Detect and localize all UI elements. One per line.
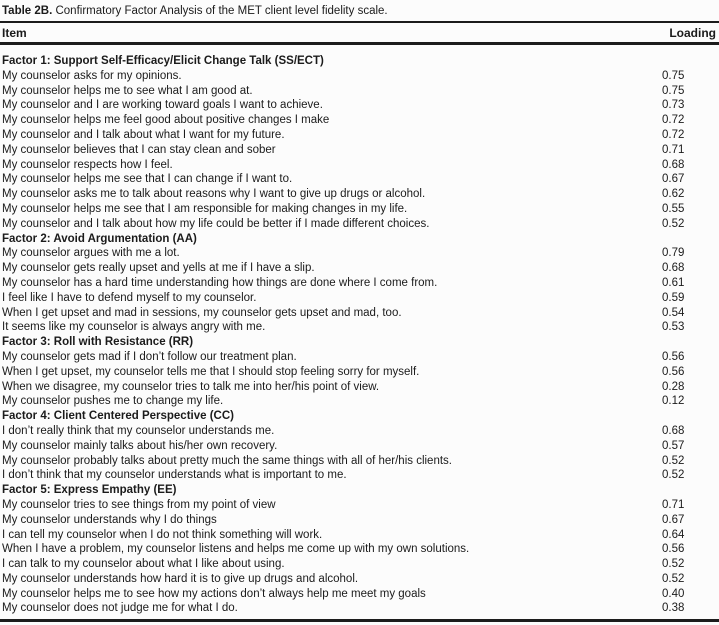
- loading-value: 0.79: [662, 247, 685, 260]
- table-header-row: [0, 23, 719, 42]
- table-caption: [0, 3, 719, 19]
- table-caption-text: Confirmatory Factor Analysis of the MET client level fidelity scale.: [52, 5, 388, 17]
- item-text: My counselor mainly talks about his/her own recovery.: [2, 439, 278, 452]
- table-row: [0, 380, 719, 395]
- column-header-loading: Loading: [669, 25, 716, 40]
- loading-value: 0.71: [662, 143, 685, 156]
- item-text: My counselor helps me to see how my actions don’t always help me meet my goals: [2, 587, 426, 600]
- loading-value: 0.12: [662, 395, 685, 408]
- table-row: [0, 513, 719, 528]
- loading-value: 0.59: [662, 291, 685, 304]
- item-text: My counselor understands why I do things: [2, 513, 217, 526]
- table-row: [0, 498, 719, 513]
- table-row: [0, 143, 719, 158]
- table-number-label: Table 2B.: [2, 5, 53, 17]
- loading-value: 0.68: [662, 158, 685, 171]
- loading-value: 0.68: [662, 262, 685, 275]
- item-text: My counselor asks for my opinions.: [2, 69, 182, 82]
- factor-heading-row: [0, 232, 719, 247]
- table-row: [0, 557, 719, 572]
- factor-heading-row: [0, 409, 719, 424]
- loading-value: 0.67: [662, 513, 685, 526]
- table-row: [0, 350, 719, 365]
- loading-value: 0.71: [662, 498, 685, 511]
- loading-value: 0.62: [662, 188, 685, 201]
- table-row: [0, 261, 719, 276]
- table-row: [0, 128, 719, 143]
- table-row: [0, 320, 719, 335]
- item-text: My counselor and I are working toward goals I want to achieve.: [2, 99, 323, 112]
- item-text: When I get upset, my counselor tells me that I should stop feeling sorry for myself.: [2, 365, 420, 378]
- loading-value: 0.28: [662, 380, 685, 393]
- item-text: My counselor does not judge me for what I do.: [2, 602, 238, 615]
- item-text: I don’t really think that my counselor understands me.: [2, 424, 275, 437]
- item-text: I can tell my counselor when I do not think something will work.: [2, 528, 323, 541]
- table-row: [0, 69, 719, 84]
- item-text: My counselor asks me to talk about reasons why I want to give up drugs or alcohol.: [2, 188, 426, 201]
- loading-value: 0.52: [662, 469, 685, 482]
- item-text: I don’t think that my counselor understands what is important to me.: [2, 469, 347, 482]
- table-row: [0, 172, 719, 187]
- table-row: [0, 424, 719, 439]
- item-text: My counselor helps me feel good about positive changes I make: [2, 114, 330, 127]
- table-row: [0, 468, 719, 483]
- factor-heading: Factor 4: Client Centered Perspective (CC): [2, 410, 234, 423]
- bottom-rule: [0, 619, 719, 622]
- loading-value: 0.56: [662, 365, 685, 378]
- item-text: My counselor understands how hard it is to give up drugs and alcohol.: [2, 572, 359, 585]
- loading-value: 0.64: [662, 528, 685, 541]
- item-text: My counselor and I talk about how my life could be better if I made different choices.: [2, 217, 430, 230]
- item-text: My counselor respects how I feel.: [2, 158, 173, 171]
- table-row: [0, 246, 719, 261]
- table-row: [0, 306, 719, 321]
- loading-value: 0.55: [662, 202, 685, 215]
- loading-value: 0.52: [662, 217, 685, 230]
- factor-heading: Factor 2: Avoid Argumentation (AA): [2, 232, 197, 245]
- item-text: My counselor argues with me a lot.: [2, 247, 180, 260]
- item-text: My counselor believes that I can stay clean and sober: [2, 143, 276, 156]
- table-row: [0, 187, 719, 202]
- loading-value: 0.56: [662, 350, 685, 363]
- factor-heading: Factor 3: Roll with Resistance (RR): [2, 336, 194, 349]
- factor-heading: Factor 5: Express Empathy (EE): [2, 484, 177, 497]
- table-row: [0, 439, 719, 454]
- table-row: [0, 394, 719, 409]
- factor-heading: Factor 1: Support Self-Efficacy/Elicit Change Talk (SS/ECT): [2, 55, 324, 67]
- loading-value: 0.38: [662, 602, 685, 615]
- loading-value: 0.40: [662, 587, 685, 600]
- loading-value: 0.54: [662, 306, 685, 319]
- loading-value: 0.73: [662, 99, 685, 112]
- table-body: [0, 45, 719, 619]
- item-text: When I get upset and mad in sessions, my counselor gets upset and mad, too.: [2, 306, 402, 319]
- item-text: I can talk to my counselor about what I like about using.: [2, 558, 285, 571]
- loading-value: 0.52: [662, 558, 685, 571]
- loading-value: 0.52: [662, 572, 685, 585]
- table-row: [0, 98, 719, 113]
- item-text: My counselor tries to see things from my point of view: [2, 498, 276, 511]
- table-row: [0, 601, 719, 616]
- loading-value: 0.56: [662, 543, 685, 556]
- factor-heading-row: [0, 335, 719, 350]
- item-text: My counselor probably talks about pretty much the same things with all of her/his clients.: [2, 454, 452, 467]
- table-row: [0, 217, 719, 232]
- loading-value: 0.67: [662, 173, 685, 186]
- item-text: My counselor has a hard time understanding how things are done where I come from.: [2, 276, 438, 289]
- table-row: [0, 84, 719, 99]
- table-row: [0, 587, 719, 602]
- item-text: My counselor gets really upset and yells at me if I have a slip.: [2, 262, 315, 275]
- loading-value: 0.61: [662, 276, 685, 289]
- item-text: When we disagree, my counselor tries to talk me into her/his point of view.: [2, 380, 380, 393]
- item-text: It seems like my counselor is always angry with me.: [2, 321, 266, 334]
- table-row: [0, 528, 719, 543]
- table-row: [0, 542, 719, 557]
- item-text: I feel like I have to defend myself to my counselor.: [2, 291, 257, 304]
- loading-value: 0.53: [662, 321, 685, 334]
- item-text: My counselor gets mad if I don’t follow our treatment plan.: [2, 350, 297, 363]
- table-row: [0, 276, 719, 291]
- table-row: [0, 113, 719, 128]
- table-row: [0, 158, 719, 173]
- table-row: [0, 572, 719, 587]
- loading-value: 0.75: [662, 69, 685, 82]
- loading-value: 0.75: [662, 84, 685, 97]
- loading-value: 0.68: [662, 424, 685, 437]
- table-row: [0, 291, 719, 306]
- item-text: When I have a problem, my counselor listens and helps me come up with my own solutions.: [2, 543, 470, 556]
- table-row: [0, 365, 719, 380]
- loading-value: 0.72: [662, 128, 685, 141]
- factor-heading-row: [0, 54, 719, 69]
- item-text: My counselor pushes me to change my life.: [2, 395, 224, 408]
- factor-heading-row: [0, 483, 719, 498]
- loading-value: 0.52: [662, 454, 685, 467]
- loading-value: 0.72: [662, 114, 685, 127]
- table-row: [0, 454, 719, 469]
- table-row: [0, 202, 719, 217]
- column-header-item: Item: [2, 25, 27, 40]
- item-text: My counselor and I talk about what I want for my future.: [2, 128, 285, 141]
- item-text: My counselor helps me see that I am responsible for making changes in my life.: [2, 202, 408, 215]
- item-text: My counselor helps me see that I can change if I want to.: [2, 173, 293, 186]
- loading-value: 0.57: [662, 439, 685, 452]
- item-text: My counselor helps me to see what I am good at.: [2, 84, 253, 97]
